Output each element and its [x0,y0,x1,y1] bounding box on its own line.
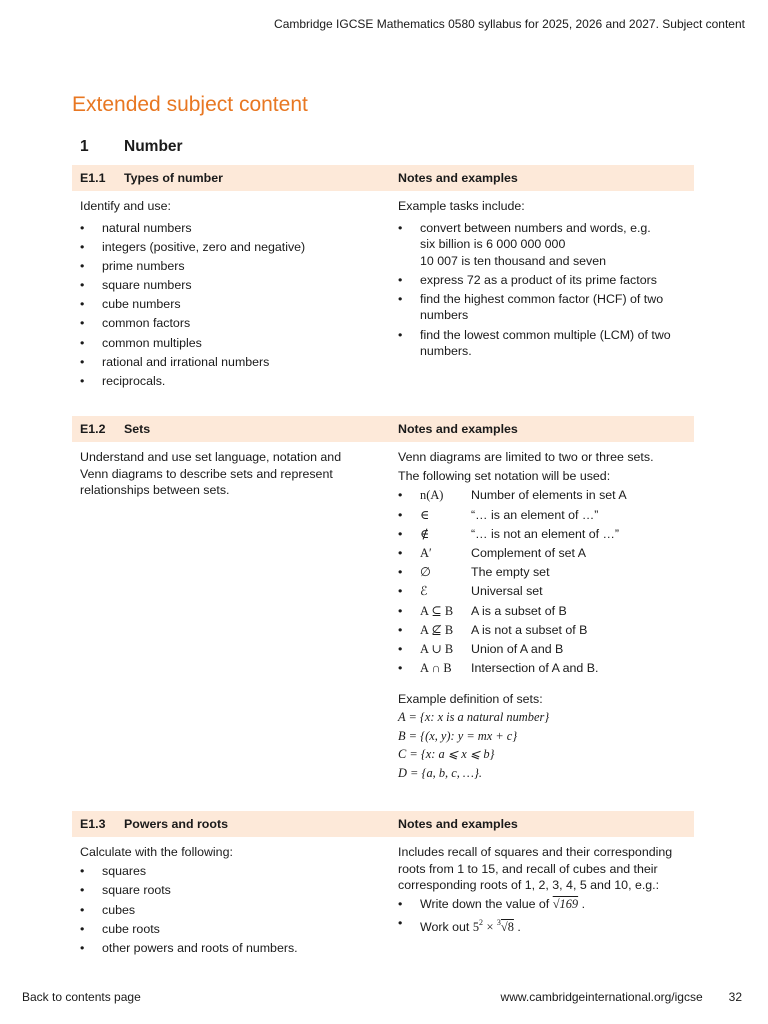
notation-symbol: • A ∩ B [420,661,452,676]
e12-notes-line1: Venn diagrams are limited to two or three sets. [398,450,654,464]
list-item: • integers (positive, zero and negative) [80,239,370,256]
notation-symbol: • A ⊆ B [420,603,454,618]
cube-root-expression: √8 [500,920,514,935]
notation-meaning: Number of elements in set A [471,488,627,503]
notation-meaning: “… is an element of …” [471,507,599,522]
list-item: • other powers and roots of numbers. [80,940,370,957]
notation-meaning: A is not a subset of B [471,622,588,637]
notation-meaning: “… is not an element of …” [471,526,620,541]
section-name: Number [124,138,183,155]
notation-row [398,603,698,620]
list-item: • cube roots [80,921,370,938]
notation-row [398,507,698,524]
e12-content [80,449,360,501]
power-base: 5 [472,920,480,935]
set-definition: B = {(x, y): y = mx + c} [398,728,518,743]
e12-notes-heading: Notes and examples [398,422,518,436]
header-section: Subject content [662,17,745,31]
notes-punct: . [581,897,586,912]
list-item: • find the highest common factor (HCF) of two numbers [398,291,688,324]
definition-heading: Example definition of sets: [398,691,543,706]
list-item [398,896,688,913]
root-index: 3 [496,918,501,928]
e13-content [80,844,370,959]
e12-code: E1.2 [80,422,106,436]
footer-right [501,989,742,1006]
list-item: • reciprocals. [80,373,370,390]
notation-row [398,641,698,658]
notation-meaning: Intersection of A and B. [471,661,599,676]
list-item: • cubes [80,902,370,919]
e11-title: Types of number [124,171,223,185]
e13-notes [398,844,688,939]
notes-line: 10 007 is ten thousand and seven [420,253,607,268]
notation-meaning: A is a subset of B [471,603,567,618]
list-item: • rational and irrational numbers [80,354,370,371]
notes-line: • convert between numbers and words, e.g. [420,220,651,235]
notation-meaning: Complement of set A [471,545,587,560]
notation-row [398,526,698,543]
power-exponent: 2 [479,918,484,928]
e11-intro: Identify and use: [80,199,171,213]
page-number: 32 [728,990,742,1004]
list-item: • square numbers [80,277,370,294]
notation-meaning: Union of A and B [471,641,564,656]
notation-symbol: • ∈ [420,507,430,522]
header-title: Cambridge IGCSE Mathematics 0580 syllabus for 2025, 2026 and 2027. [274,17,659,31]
notation-symbol: • A ⊈ B [420,622,454,637]
list-item [398,915,688,936]
e11-notes-intro: Example tasks include: [398,199,525,213]
sqrt-expression: √169 [552,897,579,912]
notes-text: Write down the value of [420,897,550,912]
e11-content [80,198,370,392]
e11-list [80,220,370,390]
e13-notes-heading: Notes and examples [398,817,518,831]
e13-intro: Calculate with the following: [80,845,233,859]
notation-symbol: • ℰ [420,584,428,599]
e12-header-band [72,416,694,442]
list-item: • square roots [80,882,370,899]
notes-text: Work out [420,920,470,935]
list-item: • natural numbers [80,220,370,237]
set-notation-list [398,487,698,676]
e11-notes-heading: Notes and examples [398,171,518,185]
list-item: • squares [80,863,370,880]
list-item [398,220,688,270]
e13-notes-list [398,896,688,936]
list-item: • prime numbers [80,258,370,275]
notation-row [398,622,698,639]
notation-row [398,583,698,600]
section-heading [80,139,183,156]
e13-code: E1.3 [80,817,106,831]
notes-line: six billion is 6 000 000 000 [420,237,566,251]
times-sign: × [486,920,494,935]
list-item: • common multiples [80,335,370,352]
notation-row [398,564,698,581]
e12-notes [398,449,698,783]
e13-list [80,863,370,956]
notation-meaning: Universal set [471,584,543,599]
page-title: Extended subject content [72,93,308,116]
set-definition: D = {a, b, c, …}. [398,765,483,780]
notation-symbol: • n(A) [420,488,444,503]
list-item: • cube numbers [80,296,370,313]
running-header [274,16,745,33]
set-definition: A = {x: x is a natural number} [398,710,550,725]
notation-meaning: The empty set [471,565,550,580]
e11-notes-list [398,220,688,360]
notation-row [398,487,698,504]
list-item: • express 72 as a product of its prime factors [398,272,688,289]
e11-code: E1.1 [80,171,106,185]
notes-punct: . [517,920,521,935]
set-definitions [398,691,698,782]
notation-symbol: • A′ [420,545,432,560]
section-number: 1 [80,138,89,155]
e12-title: Sets [124,422,151,436]
e13-notes-text: Includes recall of squares and their corresponding roots from 1 to 15, and recall of cubes and their corresponding roots of 1, 2, 3, 4, 5 and 10, e.g.: [398,845,673,892]
list-item: • common factors [80,315,370,332]
e11-header-band [72,165,694,191]
footer-url[interactable]: www.cambridgeinternational.org/igcse [500,990,703,1004]
notation-row [398,660,698,677]
e13-header-band [72,811,694,837]
notation-symbol: • A ∪ B [420,641,454,656]
notation-symbol: • ∅ [420,565,431,580]
e12-notes-line2: The following set notation will be used: [398,469,611,484]
e12-description: Understand and use set language, notation and Venn diagrams to describe sets and represent relationships between sets. [80,450,342,497]
notation-symbol: • ∉ [420,526,430,541]
back-to-contents-link[interactable]: Back to contents page [22,990,141,1004]
notation-row [398,545,698,562]
e11-notes [398,198,688,362]
list-item: • find the lowest common multiple (LCM) of two numbers. [398,327,688,360]
e13-title: Powers and roots [124,817,228,831]
set-definition: C = {x: a ⩽ x ⩽ b} [398,747,495,762]
